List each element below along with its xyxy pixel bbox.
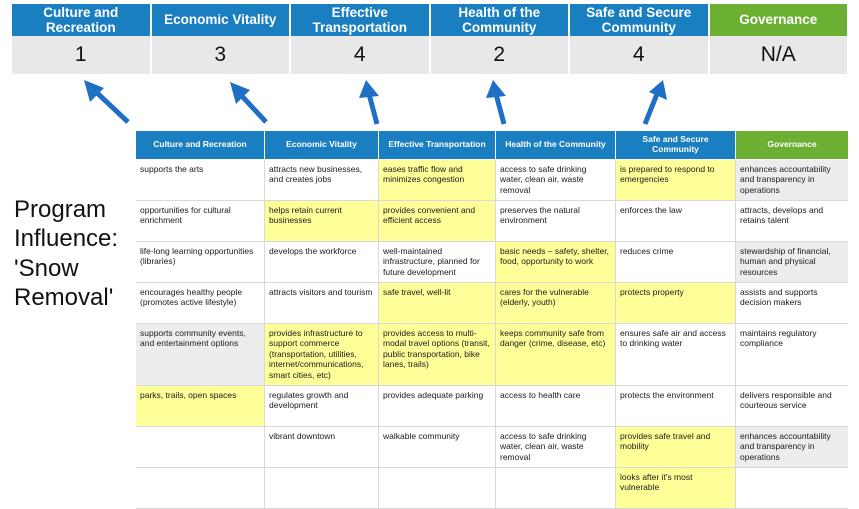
score-safety: 4 [570,36,710,74]
matrix-cell: vibrant downtown [265,426,379,467]
table-row [136,282,848,323]
matrix-header-row [136,131,848,159]
matrix-cell: well-maintained infrastructure, planned for future development [379,241,496,282]
table-row [136,385,848,426]
arrow-economic-icon [222,78,278,130]
matrix-cell: reduces crime [616,241,736,282]
matrix-cell: eases traffic flow and minimizes congestion [379,159,496,200]
matrix-header-governance: Governance [736,131,849,159]
matrix-cell: provides convenient and efficient access [379,200,496,241]
table-row [136,426,848,467]
matrix-cell: attracts, develops and retains talent [736,200,849,241]
matrix-cell: looks after it's most vulnerable [616,467,736,508]
matrix-cell: provides safe travel and mobility [616,426,736,467]
matrix-cell: helps retain current businesses [265,200,379,241]
table-row [136,159,848,200]
table-row [136,200,848,241]
arrow-transportation-icon [355,78,395,130]
matrix-header-safety: Safe and Secure Community [616,131,736,159]
top-header-cell-culture: Culture and Recreation [12,4,152,36]
matrix-header-transportation: Effective Transportation [379,131,496,159]
matrix-cell: attracts visitors and tourism [265,282,379,323]
matrix-header-culture: Culture and Recreation [136,131,265,159]
matrix-cell [379,467,496,508]
matrix-cell: life-long learning opportunities (libraries) [136,241,265,282]
arrow-health-icon [482,78,522,130]
matrix-cell [136,467,265,508]
score-health: 2 [431,36,571,74]
matrix-cell: stewardship of financial, human and physical resources [736,241,849,282]
table-row [136,323,848,385]
matrix-cell: assists and supports decision makers [736,282,849,323]
matrix-cell: supports community events, and entertainment options [136,323,265,385]
matrix-cell: cares for the vulnerable (elderly, youth) [496,282,616,323]
matrix-cell: delivers responsible and courteous service [736,385,849,426]
matrix-cell [136,426,265,467]
top-header-cell-transportation: Effective Transportation [291,4,431,36]
matrix-cell: regulates growth and development [265,385,379,426]
score-economic: 3 [152,36,292,74]
matrix-cell: walkable community [379,426,496,467]
matrix-cell: keeps community safe from danger (crime, disease, etc) [496,323,616,385]
matrix-cell: maintains regulatory compliance [736,323,849,385]
matrix-cell: supports the arts [136,159,265,200]
matrix-cell [496,467,616,508]
matrix-cell: protects property [616,282,736,323]
matrix-cell: provides access to multi-modal travel options (transit, public transportation, bike lanes, trails) [379,323,496,385]
matrix-cell: enhances accountability and transparency in operations [736,426,849,467]
top-header-cell-health: Health of the Community [431,4,571,36]
matrix-cell: develops the workforce [265,241,379,282]
matrix-cell: protects the environment [616,385,736,426]
top-header-cell-economic: Economic Vitality [152,4,292,36]
matrix-cell: access to safe drinking water, clean air, waste removal [496,426,616,467]
top-header-bar [12,4,847,36]
table-row [136,241,848,282]
top-header-cell-governance: Governance [710,4,848,36]
matrix-cell [265,467,379,508]
matrix-cell: preserves the natural environment [496,200,616,241]
arrow-culture-icon [78,78,138,130]
matrix-cell: encourages healthy people (promotes active lifestyle) [136,282,265,323]
matrix-cell: safe travel, well-lit [379,282,496,323]
matrix-cell: enforces the law [616,200,736,241]
matrix-cell: parks, trails, open spaces [136,385,265,426]
matrix-cell: basic needs – safety, shelter, food, opportunity to work [496,241,616,282]
matrix-cell: is prepared to respond to emergencies [616,159,736,200]
matrix-cell: attracts new businesses, and creates jobs [265,159,379,200]
matrix-cell: provides infrastructure to support commerce (transportation, utilities, internet/communications, smart cities, etc) [265,323,379,385]
matrix-cell: access to safe drinking water, clean air, waste removal [496,159,616,200]
matrix-cell: opportunities for cultural enrichment [136,200,265,241]
matrix-cell: access to health care [496,385,616,426]
score-row [12,36,847,74]
influence-matrix-table [136,131,848,509]
program-influence-label: Program Influence: 'Snow Removal' [14,196,119,311]
matrix-header-health: Health of the Community [496,131,616,159]
top-header-cell-safety: Safe and Secure Community [570,4,710,36]
matrix-cell: provides adequate parking [379,385,496,426]
table-row [136,467,848,508]
arrow-safety-icon [625,78,673,130]
score-transportation: 4 [291,36,431,74]
score-culture: 1 [12,36,152,74]
matrix-cell [736,467,849,508]
matrix-header-economic: Economic Vitality [265,131,379,159]
score-governance: N/A [760,43,796,66]
matrix-cell: ensures safe air and access to drinking water [616,323,736,385]
matrix-cell: enhances accountability and transparency in operations [736,159,849,200]
